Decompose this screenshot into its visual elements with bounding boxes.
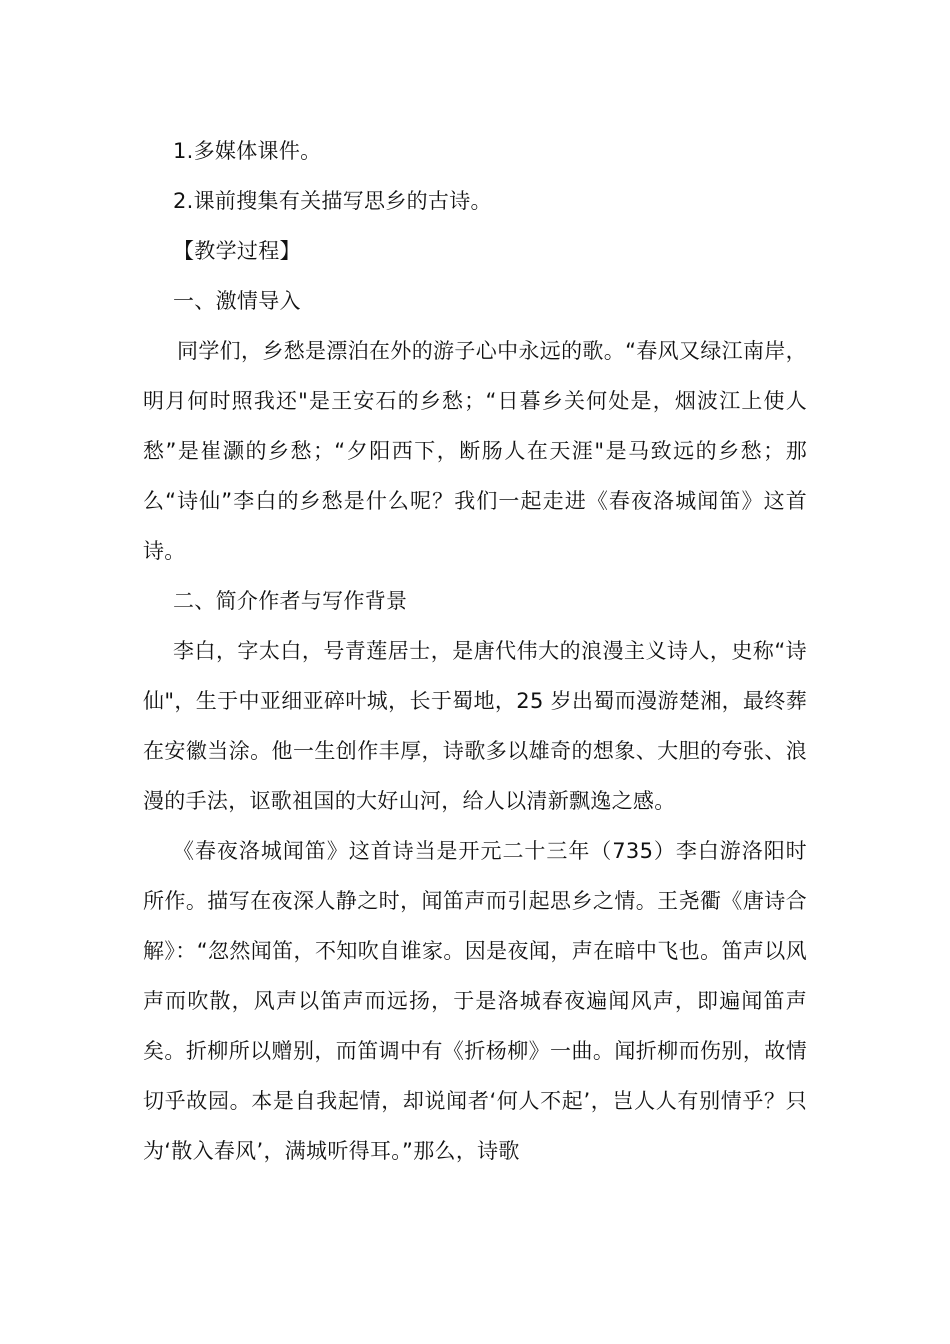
material-item-2: 2.课前搜集有关描写思乡的古诗。 (173, 189, 492, 213)
subsection-heading-author-background: 二、简介作者与写作背景 (173, 589, 408, 613)
introduction-paragraph: 同学们，乡愁是漂泊在外的游子心中永远的歌。“春风又绿江南岸，明月何时照我还"是王安石的乡愁；“日暮乡关何处是，烟波江上使人愁”是崔灏的乡愁；“夕阳西下，断肠人在天涯"是马致远的乡愁；那么“诗仙”李白的乡愁是什么呢？我们一起走进《春夜洛城闻笛》这首诗。 (143, 339, 807, 563)
background-paragraph: 《春夜洛城闻笛》这首诗当是开元二十三年（735）李白游洛阳时所作。描写在夜深人静之时，闻笛声而引起思乡之情。王尧衢《唐诗合解》：“忽然闻笛，不知吹自谁家。因是夜闻，声在暗中飞也。笛声以风声而吹散，风声以笛声而远扬，于是洛城春夜遍闻风声，即遍闻笛声矣。折柳所以赠别，而笛调中有《折杨柳》一曲。闻折柳而伤别，故情切乎故园。本是自我起情，却说闻者‘何人不起’，岂人人有别情乎？只为‘散入春风’，满城听得耳。”那么，诗歌 (143, 839, 807, 1163)
material-item-1: 1.多媒体课件。 (173, 139, 322, 163)
subsection-heading-introduction: 一、激情导入 (173, 289, 301, 313)
author-paragraph: 李白，字太白，号青莲居士，是唐代伟大的浪漫主义诗人，史称“诗仙"，生于中亚细亚碎叶城，长于蜀地，25 岁出蜀而漫游楚湘，最终葬在安徽当涂。他一生创作丰厚，诗歌多以雄奇的想象、大胆的夸张、浪漫的手法，讴歌祖国的大好山河，给人以清新飘逸之感。 (143, 639, 807, 813)
document-body (143, 126, 807, 1176)
section-heading-teaching-process: 【教学过程】 (173, 239, 301, 263)
